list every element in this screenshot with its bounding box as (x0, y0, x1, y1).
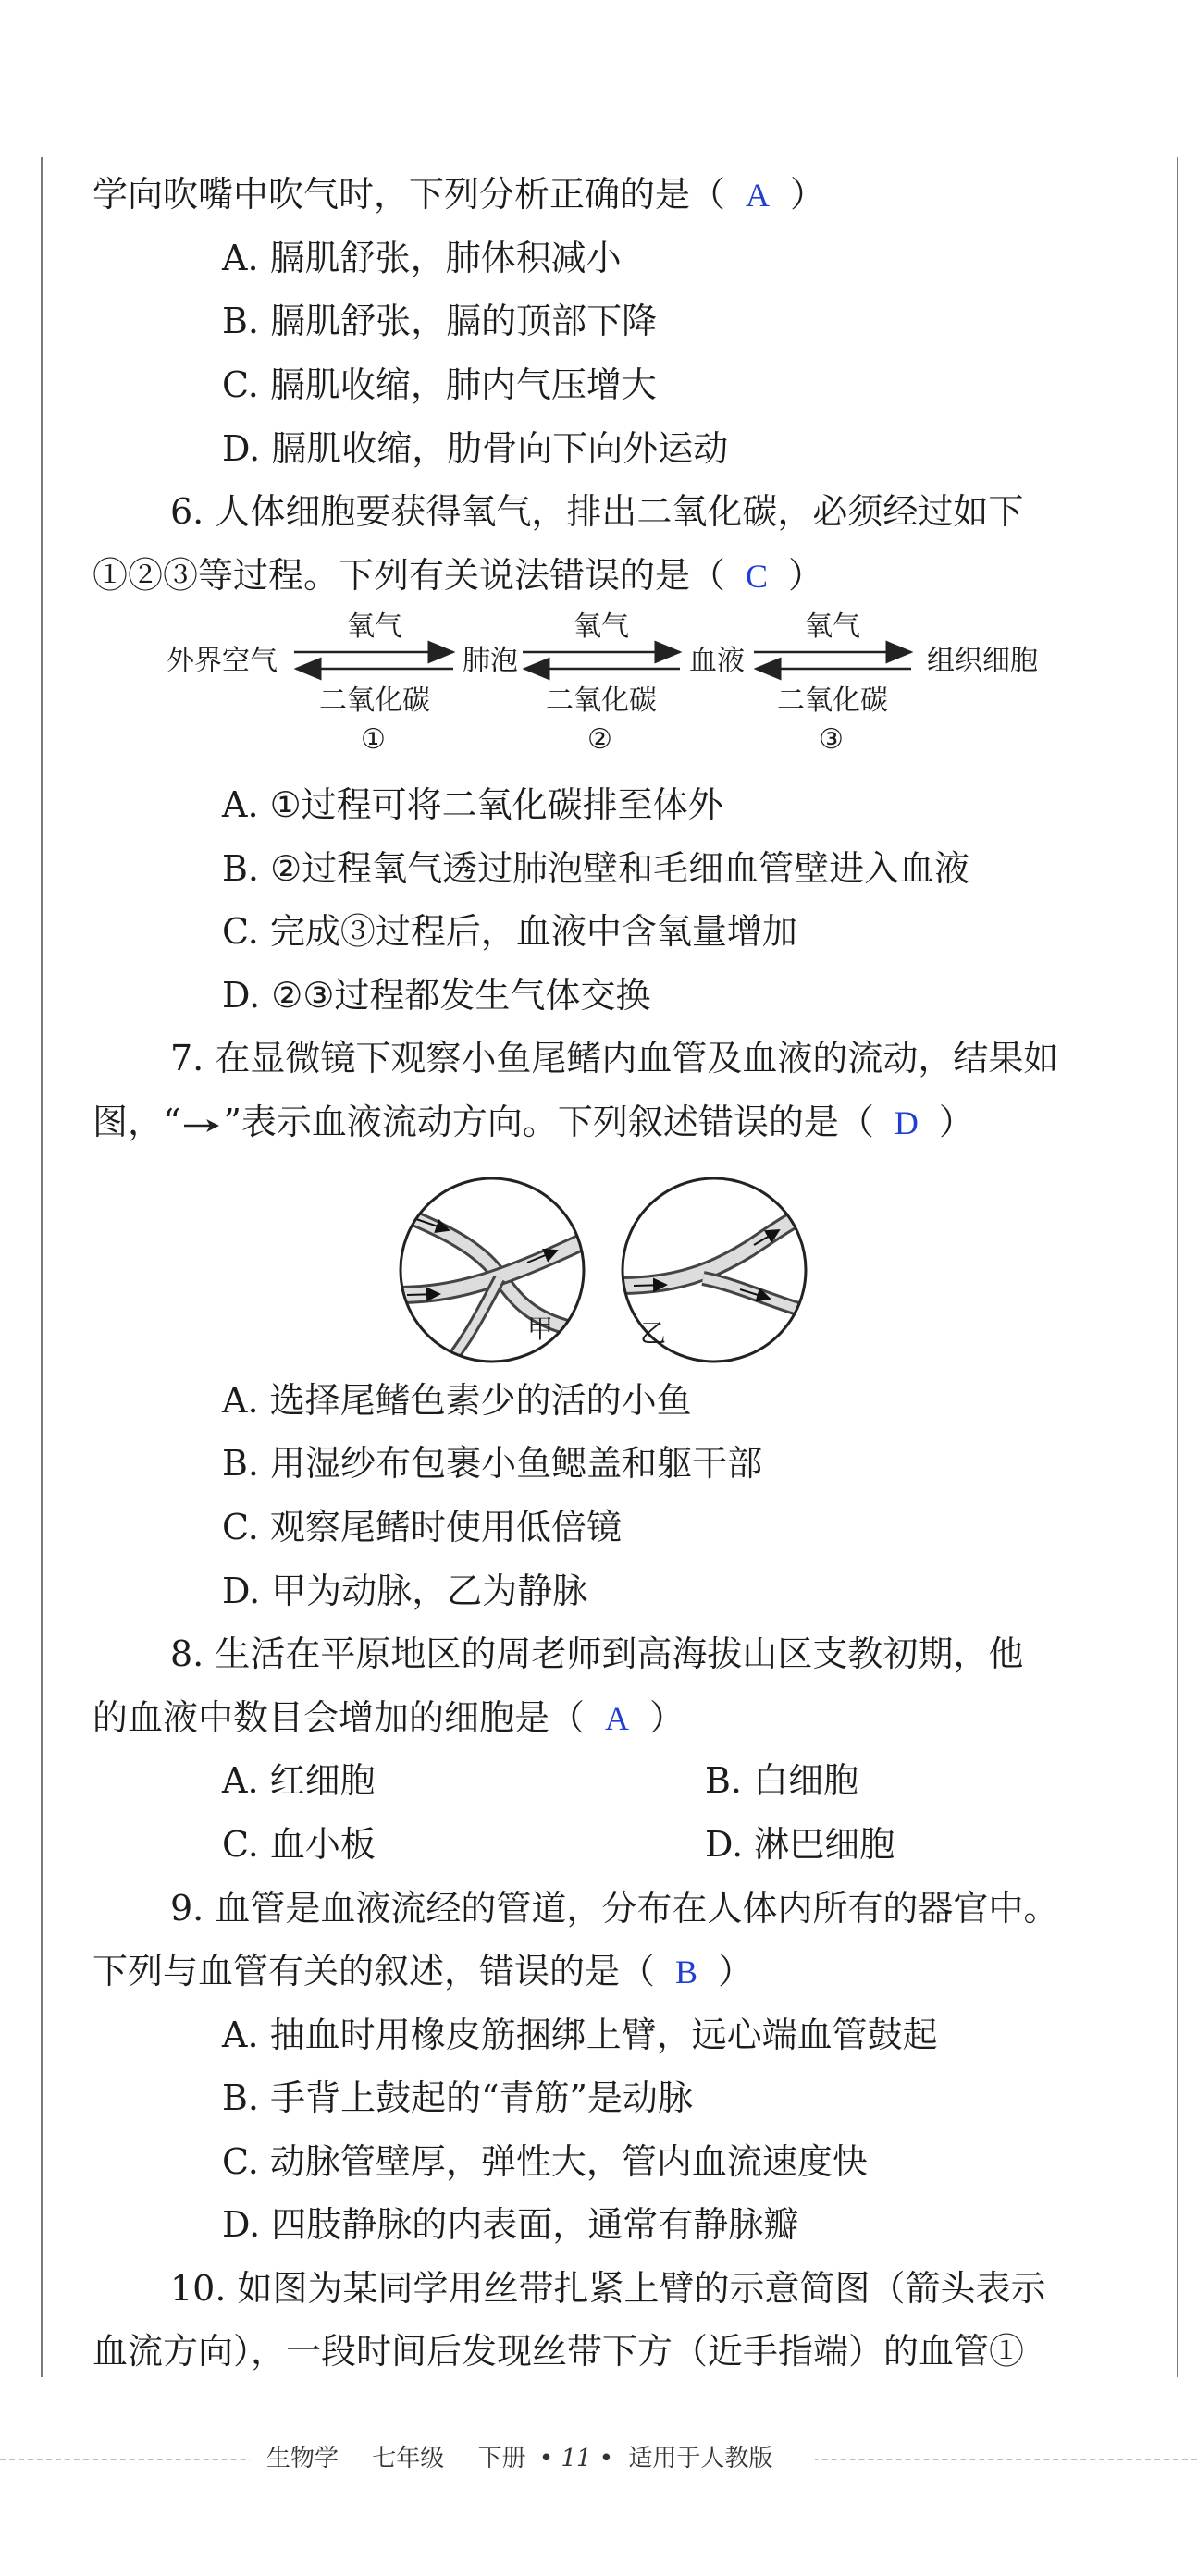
q10-stem-line1: 10. 如图为某同学用丝带扎紧上臂的示意简图（箭头表示 (170, 2268, 1046, 2309)
q6-option-b: B. ②过程氧气透过肺泡壁和毛细血管壁进入血液 (222, 848, 970, 889)
q6-answer: C (746, 558, 769, 595)
q7-option-b: B. 用湿纱布包裹小鱼鳃盖和躯干部 (222, 1443, 763, 1484)
label-co2-3: 二氧化碳 (777, 684, 888, 717)
label-oxygen-3: 氧气 (805, 610, 860, 643)
node-tissue-cells: 组织细胞 (927, 645, 1038, 677)
label-co2-2: 二氧化碳 (546, 684, 657, 717)
label-oxygen-2: 氧气 (574, 610, 629, 643)
view-jia-vessels (398, 1212, 587, 1369)
q5-option-d: D. 膈肌收缩，肋骨向下向外运动 (222, 428, 729, 469)
q7-stem-line1: 7. 在显微镜下观察小鱼尾鳍内血管及血液的流动，结果如 (170, 1038, 1059, 1078)
microscope-figure (398, 1175, 814, 1369)
page-footer (250, 2442, 815, 2475)
label-jia: 甲 (527, 1313, 554, 1344)
q6-option-c: C. 完成③过程后，血液中含氧量增加 (222, 911, 797, 952)
q5-option-a: A. 膈肌舒张，肺体积减小 (222, 238, 622, 278)
node-blood: 血液 (689, 645, 745, 677)
q8-option-b: B. 白细胞 (705, 1760, 859, 1801)
left-margin-rule (41, 157, 43, 2377)
footer-subject: 生物学 (266, 2445, 339, 2472)
right-margin-rule (1177, 157, 1178, 2377)
node-outside-air: 外界空气 (167, 645, 278, 677)
step-1: ① (361, 723, 386, 756)
label-yi: 乙 (640, 1318, 667, 1349)
q9-answer: B (675, 1954, 698, 1991)
gas-exchange-diagram (167, 610, 1055, 768)
label-co2-1: 二氧化碳 (319, 684, 430, 717)
footer-volume: 下册 (477, 2445, 526, 2472)
q6-option-a: A. ①过程可将二氧化碳排至体外 (222, 784, 723, 825)
q9-stem-line2: 下列与血管有关的叙述，错误的是（ B ） (93, 1949, 753, 1994)
q8-option-c: C. 血小板 (222, 1824, 376, 1865)
q7-stem-line2: 图，“ ”表示血液流动方向。下列叙述错误的是（ D ） (93, 1100, 974, 1145)
q8-stem-line2: 的血液中数目会增加的细胞是（ A ） (93, 1695, 685, 1741)
q5-option-b: B. 膈肌舒张，膈的顶部下降 (222, 301, 658, 341)
q7-option-c: C. 观察尾鳍时使用低倍镜 (222, 1507, 622, 1547)
q6-stem-line2: ①②③等过程。下列有关说法错误的是（ C ） (93, 553, 823, 598)
q7-option-a: A. 选择尾鳍色素少的活的小鱼 (222, 1380, 692, 1421)
q8-option-a: A. 红细胞 (222, 1760, 376, 1801)
q7-answer: D (894, 1104, 919, 1141)
q10-stem-line2: 血流方向），一段时间后发现丝带下方（近手指端）的血管① (93, 2331, 1025, 2372)
step-2: ② (587, 723, 612, 756)
q9-option-d: D. 四肢静脉的内表面，通常有静脉瓣 (222, 2204, 799, 2245)
q5-answer: A (746, 177, 771, 214)
step-3: ③ (819, 723, 844, 756)
q5-option-c: C. 膈肌收缩，肺内气压增大 (222, 364, 657, 405)
q9-stem-line1: 9. 血管是血液流经的管道，分布在人体内所有的器官中。 (170, 1888, 1059, 1929)
view-yi-vessels (620, 1212, 814, 1313)
microscope-views (398, 1175, 814, 1369)
footer-edition: 适用于人教版 (628, 2445, 773, 2472)
q9-option-b: B. 手背上鼓起的“青筋”是动脉 (222, 2077, 693, 2118)
q9-option-c: C. 动脉管壁厚，弹性大，管内血流速度快 (222, 2141, 868, 2182)
node-alveoli: 肺泡 (463, 645, 518, 677)
q8-option-d: D. 淋巴细胞 (705, 1824, 895, 1865)
q8-stem-line1: 8. 生活在平原地区的周老师到高海拔山区支教初期，他 (170, 1633, 1024, 1674)
q9-option-a: A. 抽血时用橡皮筋捆绑上臂，远心端血管鼓起 (222, 2015, 938, 2055)
footer-grade: 七年级 (372, 2445, 445, 2472)
q6-option-d: D. ②③过程都发生气体交换 (222, 975, 651, 1016)
q5-stem: 学向吹嘴中吹气时，下列分析正确的是（ A ） (93, 172, 825, 217)
q7-option-d: D. 甲为动脉，乙为静脉 (222, 1571, 588, 1611)
label-oxygen-1: 氧气 (347, 610, 402, 643)
page-number: • 11 • (538, 2445, 614, 2472)
q8-answer: A (605, 1700, 630, 1737)
flow-arrow-icon (180, 1115, 223, 1137)
q6-stem-line1: 6. 人体细胞要获得氧气，排出二氧化碳，必须经过如下 (170, 491, 1024, 532)
